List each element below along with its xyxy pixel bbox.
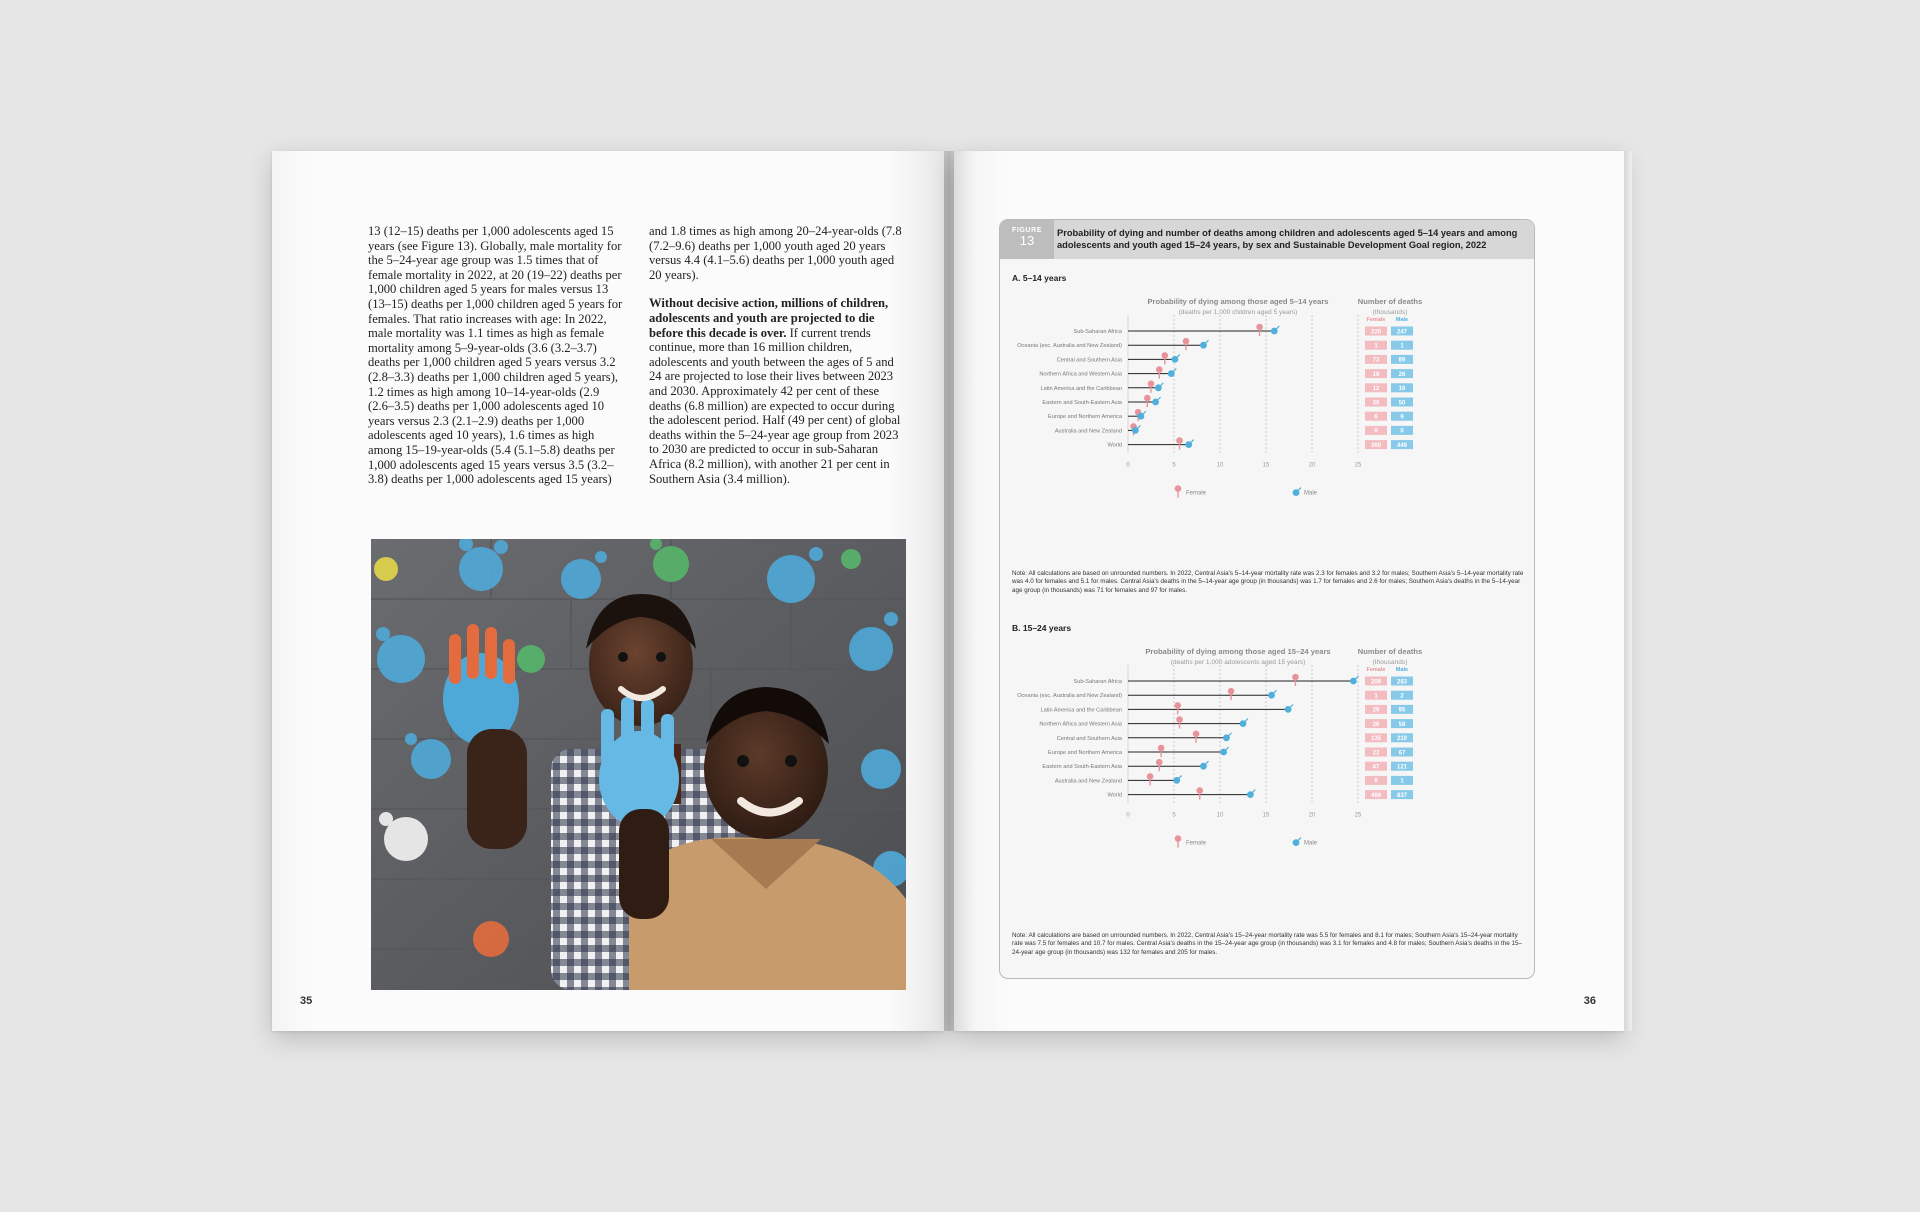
table-header-male: Male [1395, 317, 1409, 323]
female-point [1193, 731, 1200, 743]
deaths-female-value: 22 [1372, 750, 1380, 757]
deaths-male-value: 121 [1396, 764, 1408, 771]
female-point-head [1176, 716, 1183, 723]
legend-male-label: Male [1304, 840, 1318, 847]
legend-male-icon-arrow [1298, 488, 1301, 491]
category-label: Australia and New Zealand [1054, 778, 1122, 785]
category-label: Latin America and the Caribbean [1040, 707, 1122, 714]
female-point [1144, 395, 1151, 407]
tick-label: 15 [1262, 462, 1270, 469]
male-point [1350, 676, 1358, 684]
male-point [1285, 704, 1293, 712]
book-spine [944, 151, 954, 1031]
left-page [272, 151, 944, 1031]
chart-panel-a [1000, 259, 1535, 549]
tick-label: 0 [1126, 812, 1130, 819]
male-point [1172, 354, 1180, 362]
deaths-female-value: 26 [1372, 721, 1380, 728]
table-header-female: Female [1366, 317, 1386, 323]
female-point-head [1156, 759, 1163, 766]
deaths-male-value: 283 [1396, 679, 1408, 686]
male-point [1220, 747, 1228, 755]
deaths-male-value: 9 [1400, 414, 1404, 421]
male-point [1268, 690, 1276, 698]
photo-children-painted-hands [371, 539, 906, 990]
male-point-arrow [1205, 340, 1208, 343]
right-page [954, 151, 1624, 1031]
deaths-female-value: 220 [1370, 329, 1382, 336]
female-point-head [1158, 745, 1165, 752]
deaths-female-value: 209 [1370, 679, 1382, 686]
male-point-arrow [1205, 761, 1208, 764]
female-point [1174, 702, 1181, 714]
tick-label: 20 [1308, 462, 1316, 469]
tick-label: 15 [1262, 812, 1270, 819]
category-label: Central and Southern Asia [1056, 357, 1122, 364]
male-point-arrow [1276, 326, 1279, 329]
male-point [1223, 733, 1231, 741]
female-point-head [1228, 688, 1235, 695]
figure-13 [999, 219, 1535, 979]
panel-title: A. 5–14 years [1012, 273, 1067, 283]
deaths-male-value: 1 [1400, 343, 1404, 350]
figure-header [1000, 220, 1534, 259]
male-point [1168, 369, 1176, 377]
tick-label: 10 [1216, 812, 1224, 819]
chart-note-b: Note: All calculations are based on unrounded numbers. In 2022, Central Asia's 15–24-year mortality rate was 5.5 for females and 8.1 for males; Southern Asia's 15–24-year mortality rate was 7.5 for females and 10.7 for males. Central Asia's deaths in the 15–24-year age group (in thousands) was 3.1 for females and 4.8 for males; Southern Asia's deaths in the 15–24-year age group (in thousands) was 132 for females and 205 for males. [1012, 932, 1522, 956]
female-point [1183, 338, 1190, 350]
deaths-male-value: 449 [1396, 442, 1408, 449]
male-point-arrow [1252, 790, 1255, 793]
chart-subtitle: (deaths per 1,000 children aged 5 years) [1178, 309, 1298, 316]
female-point [1176, 437, 1183, 449]
deaths-male-value: 2 [1400, 693, 1404, 700]
deaths-male-value: 95 [1398, 707, 1406, 714]
deaths-male-value: 26 [1398, 371, 1406, 378]
category-label: Northern Africa and Western Asia [1039, 721, 1122, 728]
tick-label: 5 [1172, 462, 1176, 469]
deaths-male-value: 67 [1398, 750, 1406, 757]
figure-tag [1000, 220, 1054, 259]
paragraph: and 1.8 times as high among 20–24-year-olds (7.8 (7.2–9.6) deaths per 1,000 youth aged 20 years versus 4.4 (4.1–5.6) deaths per 1,000 youth aged 20 years). [649, 224, 902, 282]
female-point-head [1193, 731, 1200, 738]
female-point-head [1144, 395, 1151, 402]
table-header-female: Female [1366, 667, 1386, 673]
male-point-arrow [1177, 354, 1180, 357]
text-column-2 [649, 224, 905, 500]
deaths-female-value: 135 [1370, 736, 1382, 743]
table-title: Number of deaths [1357, 297, 1423, 306]
female-point-head [1292, 674, 1299, 681]
category-label: Eastern and South-Eastern Asia [1042, 400, 1122, 406]
legend-male-icon-arrow [1298, 838, 1301, 841]
category-label: Oceania (exc. Australia and New Zealand) [1017, 343, 1122, 350]
male-point-arrow [1245, 719, 1248, 722]
deaths-female-value: 1 [1374, 343, 1378, 350]
table-subtitle: (thousands) [1372, 659, 1408, 666]
female-point-head [1183, 338, 1190, 345]
male-point-arrow [1290, 704, 1293, 707]
male-point [1200, 761, 1208, 769]
tick-label: 25 [1354, 812, 1362, 819]
tick-label: 0 [1126, 462, 1130, 469]
deaths-female-value: 0 [1374, 428, 1378, 435]
deaths-male-value: 837 [1396, 792, 1408, 799]
female-point [1147, 773, 1154, 785]
male-point-arrow [1226, 747, 1229, 750]
page-edge [1624, 151, 1632, 1031]
deaths-male-value: 89 [1398, 357, 1406, 364]
female-point-head [1156, 366, 1163, 373]
deaths-female-value: 73 [1372, 357, 1380, 364]
female-point-head [1176, 437, 1183, 444]
chart-panel-b [1000, 609, 1535, 899]
male-point-arrow [1160, 383, 1163, 386]
deaths-male-value: 0 [1400, 428, 1404, 435]
figure-number: 13 [1019, 233, 1035, 248]
chart-note-a: Note: All calculations are based on unrounded numbers. In 2022, Central Asia's 5–14-year mortality rate was 2.3 for females and 3.2 for males; Southern Asia's 5–14-year mortality rate was 4.0 for females and 5.1 for males. Central Asia's deaths in the 5–14-year age group (in thousands) was 1.7 for females and 2.6 for males; Southern Asia's deaths in the 5–14-year age group (in thousands) was 71 for females and 97 for males. [1012, 570, 1524, 594]
male-point [1152, 397, 1160, 405]
tick-label: 5 [1172, 812, 1176, 819]
table-header-male: Male [1395, 667, 1409, 673]
male-point-arrow [1191, 440, 1194, 443]
deaths-female-value: 6 [1374, 414, 1378, 421]
paragraph-text: If current trends continue, more than 16 million children, adolescents and youth between the ages of 5 and 24 are projected to lose their lives between 2023 and 2030. Approximately 42 per cent of these deaths (6.8 million) are expected to occur during the adolescent period. Half (49 per cent) of global deaths within the 5–24-year age group from 2023 to 2030 are predicted to occur in sub-Saharan Africa (8.2 million), with another 21 per cent in Southern Asia (3.4 million). [649, 325, 901, 486]
tick-label: 20 [1308, 812, 1316, 819]
female-point [1158, 745, 1165, 757]
tick-label: 10 [1216, 462, 1224, 469]
female-point [1228, 688, 1235, 700]
deaths-female-value: 18 [1372, 371, 1380, 378]
female-point-head [1196, 787, 1203, 794]
deaths-male-value: 58 [1398, 721, 1406, 728]
category-label: Eastern and South-Eastern Asia [1042, 764, 1122, 771]
female-point-head [1148, 381, 1155, 388]
deaths-female-value: 469 [1370, 792, 1382, 799]
category-label: Oceania (exc. Australia and New Zealand) [1017, 693, 1122, 700]
legend-female-icon [1175, 835, 1182, 847]
deaths-female-value: 47 [1372, 764, 1380, 771]
male-point-arrow [1137, 425, 1140, 428]
category-label: Central and Southern Asia [1056, 735, 1122, 742]
male-point-arrow [1228, 733, 1231, 736]
female-point-head [1256, 324, 1263, 331]
legend-female-icon-head [1175, 485, 1182, 492]
category-label: Sub-Saharan Africa [1073, 679, 1122, 685]
female-point [1196, 787, 1203, 799]
page-number: 36 [1583, 995, 1596, 1007]
paragraph [649, 296, 905, 486]
legend-male-label: Male [1304, 490, 1318, 497]
male-point [1240, 719, 1248, 727]
deaths-male-value: 1 [1400, 778, 1404, 785]
female-point-head [1162, 352, 1169, 359]
category-label: Europe and Northern America [1047, 414, 1122, 421]
deaths-female-value: 29 [1372, 707, 1380, 714]
tick-label: 25 [1354, 462, 1362, 469]
deaths-male-value: 50 [1398, 400, 1406, 407]
male-point-arrow [1173, 369, 1176, 372]
deaths-female-value: 360 [1370, 442, 1382, 449]
category-label: Europe and Northern America [1047, 750, 1122, 756]
legend-female-icon-head [1175, 835, 1182, 842]
table-title: Number of deaths [1357, 647, 1423, 656]
category-label: World [1107, 792, 1122, 799]
chart-title: Probability of dying among those aged 5–14 years [1147, 297, 1329, 306]
category-label: World [1107, 442, 1122, 449]
figure-title: Probability of dying and number of deaths among children and adolescents aged 5–14 years and among adolescents and youth aged 15–24 years, by sex and Sustainable Development Goal region, 2022 [1057, 228, 1518, 250]
deaths-female-value: 0 [1374, 778, 1378, 785]
male-point [1155, 383, 1163, 391]
female-point [1162, 352, 1169, 364]
male-point [1185, 440, 1193, 448]
male-point [1247, 790, 1255, 798]
panel-title: B. 15–24 years [1012, 623, 1072, 633]
lead-sentence: Without decisive action, millions of children, adolescents and youth are projected to die before this decade is over. [649, 296, 889, 340]
male-point-arrow [1143, 411, 1146, 414]
female-point [1292, 674, 1299, 686]
male-point [1200, 340, 1208, 348]
deaths-male-value: 210 [1396, 736, 1408, 743]
legend-male-icon [1293, 838, 1301, 846]
legend-female-label: Female [1186, 490, 1207, 497]
text-column-1 [368, 224, 624, 501]
male-point-arrow [1158, 397, 1161, 400]
female-point [1156, 366, 1163, 378]
legend-male-icon [1293, 488, 1301, 496]
female-point-head [1174, 702, 1181, 709]
deaths-female-value: 30 [1372, 400, 1380, 407]
female-point [1176, 716, 1183, 728]
figure-label: FIGURE [1011, 227, 1043, 234]
female-point-head [1147, 773, 1154, 780]
legend-female-label: Female [1186, 840, 1207, 847]
male-point-arrow [1179, 775, 1182, 778]
male-point [1271, 326, 1279, 334]
deaths-male-value: 16 [1398, 386, 1406, 393]
chart-title: Probability of dying among those aged 15–24 years [1145, 647, 1331, 656]
category-label: Northern Africa and Western Asia [1039, 371, 1122, 378]
paragraph: 13 (12–15) deaths per 1,000 adolescents aged 15 years (see Figure 13). Globally, male mortality for the 5–24-year age group was 1.5 times that of female mortality in 2022, at 20 (19–22) deaths per 1,000 children aged 5 years for males versus 13 (13–15) deaths per 1,000 children aged 5 years for females. That ratio increases with age: In 2022, male mortality was 1.1 times as high as female mortality among 5–9-year-olds (3.6 (3.2–3.7) deaths per 1,000 children aged 5 years versus 3.2 (2.8–3.3) deaths per 1,000 children aged 5 years), 1.2 times as high among 10–14-year-olds (2.9 (2.6–3.5) deaths per 1,000 adolescents aged 10 years versus 2.3 (2.1–2.9) deaths per 1,000 adolescents aged 10 years), 1.6 times as high among 15–19-year-olds (5.4 (5.1–5.8) deaths per 1,000 adolescents aged 15 years versus 3.5 (3.2–3.8) deaths per 1,000 adolescents aged 15 years) [368, 224, 623, 487]
female-point [1156, 759, 1163, 771]
deaths-male-value: 247 [1396, 329, 1408, 336]
page-number: 35 [300, 995, 313, 1007]
chart-subtitle: (deaths per 1,000 adolescents aged 15 years) [1170, 659, 1306, 666]
female-point [1148, 381, 1155, 393]
category-label: Australia and New Zealand [1054, 428, 1122, 435]
deaths-female-value: 12 [1372, 386, 1380, 393]
female-point [1256, 324, 1263, 336]
category-label: Sub-Saharan Africa [1073, 329, 1122, 335]
legend-female-icon [1175, 485, 1182, 497]
table-subtitle: (thousands) [1372, 309, 1408, 316]
deaths-female-value: 1 [1374, 693, 1378, 700]
male-point [1173, 775, 1181, 783]
category-label: Latin America and the Caribbean [1040, 385, 1122, 392]
male-point-arrow [1274, 690, 1277, 693]
